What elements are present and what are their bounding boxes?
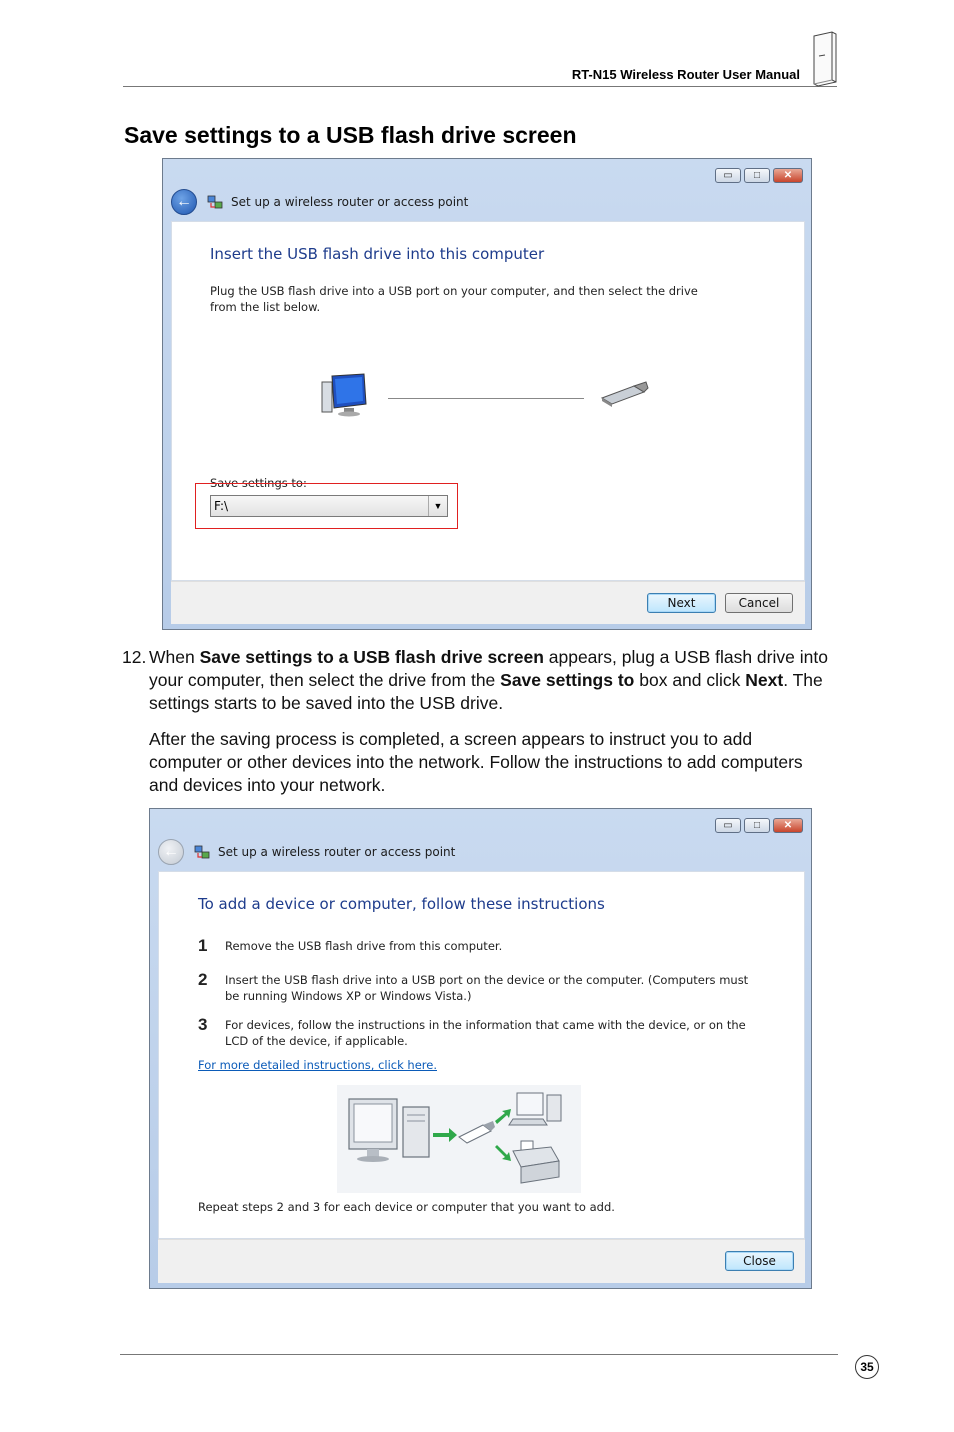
- step-text-4: . The settings starts to be saved into the USB drive.: [149, 670, 823, 713]
- step-number: 12.: [122, 647, 147, 667]
- dialog-heading: To add a device or computer, follow these instructions: [198, 895, 605, 913]
- drive-select-value: F:\: [214, 499, 229, 513]
- footer-divider: [120, 1354, 838, 1355]
- close-window-button[interactable]: ✕: [773, 168, 803, 183]
- dialog-heading: Insert the USB flash drive into this computer: [210, 245, 545, 263]
- computer-icon: [318, 372, 370, 418]
- maximize-button[interactable]: □: [744, 818, 770, 833]
- dialog-content: [158, 871, 805, 1239]
- step-num: 3: [198, 1015, 208, 1034]
- window-controls: [715, 818, 803, 833]
- usb-drive-icon: [600, 380, 650, 408]
- network-icon: [207, 194, 223, 210]
- dialog-caption: Set up a wireless router or access point: [218, 845, 456, 859]
- step-bold-save-settings: Save settings to: [500, 670, 635, 690]
- setup-dialog-save-usb: [162, 158, 812, 630]
- close-button[interactable]: Close: [725, 1251, 794, 1271]
- dialog-caption: Set up a wireless router or access point: [231, 195, 469, 209]
- manual-title: RT-N15 Wireless Router User Manual: [571, 67, 800, 82]
- step-text: Insert the USB flash drive into a USB port on the device or the computer. (Computers must be running Windows XP or Windows Vista.): [225, 973, 749, 1003]
- step-num: 1: [198, 936, 208, 955]
- step-text: For devices, follow the instructions in the information that came with the device, or on the LCD of the device, if applicable.: [225, 1018, 746, 1048]
- highlight-box: [195, 483, 458, 529]
- step-text-1: When: [149, 647, 200, 667]
- minimize-button[interactable]: ▭: [715, 818, 741, 833]
- laptop-icon: [509, 1093, 561, 1125]
- setup-dialog-add-device: [149, 808, 812, 1289]
- back-arrow-icon: ←: [158, 839, 184, 865]
- connection-line: [388, 398, 584, 399]
- dialog-titlebar: [150, 809, 811, 871]
- back-arrow-icon[interactable]: ←: [171, 189, 197, 215]
- header-divider: [123, 86, 837, 87]
- cancel-button[interactable]: Cancel: [725, 593, 793, 613]
- dialog-instructions: Plug the USB flash drive into a USB port on your computer, and then select the drive from the list below.: [210, 284, 698, 314]
- close-window-button[interactable]: ✕: [773, 818, 803, 833]
- device-illustration: [337, 1085, 581, 1193]
- dialog-content: [171, 221, 805, 581]
- minimize-button[interactable]: ▭: [715, 168, 741, 183]
- section-title: Save settings to a USB flash drive screen: [124, 122, 577, 148]
- after-paragraph: After the saving process is completed, a screen appears to instruct you to add computer or other devices into the network. Follow the instructions to add computers and devices into your network.: [149, 729, 803, 795]
- dialog-footer: [158, 1239, 805, 1283]
- dialog-footer: [171, 581, 805, 624]
- step-text-2: appears, plug a USB flash drive into your computer, then select the drive from the: [149, 647, 828, 690]
- save-settings-label: Save settings to:: [210, 476, 307, 490]
- dialog-titlebar: [163, 159, 811, 221]
- step-text: Remove the USB flash drive from this computer.: [225, 939, 503, 953]
- router-icon: [810, 30, 840, 88]
- step-num: 2: [198, 970, 208, 989]
- page-number: 35: [855, 1355, 879, 1379]
- repeat-steps-text: Repeat steps 2 and 3 for each device or computer that you want to add.: [198, 1200, 615, 1214]
- step-bold-next: Next: [745, 670, 784, 690]
- next-button[interactable]: Next: [647, 593, 716, 613]
- network-icon: [194, 844, 210, 860]
- detailed-instructions-link[interactable]: For more detailed instructions, click here.: [198, 1058, 437, 1072]
- maximize-button[interactable]: □: [744, 168, 770, 183]
- step-12-text: [149, 646, 829, 715]
- step-bold-screen-name: Save settings to a USB flash drive screen: [199, 647, 544, 667]
- step-text-3: box and click: [634, 670, 746, 690]
- window-controls: [715, 168, 803, 183]
- dropdown-arrow-icon[interactable]: ▼: [428, 496, 447, 516]
